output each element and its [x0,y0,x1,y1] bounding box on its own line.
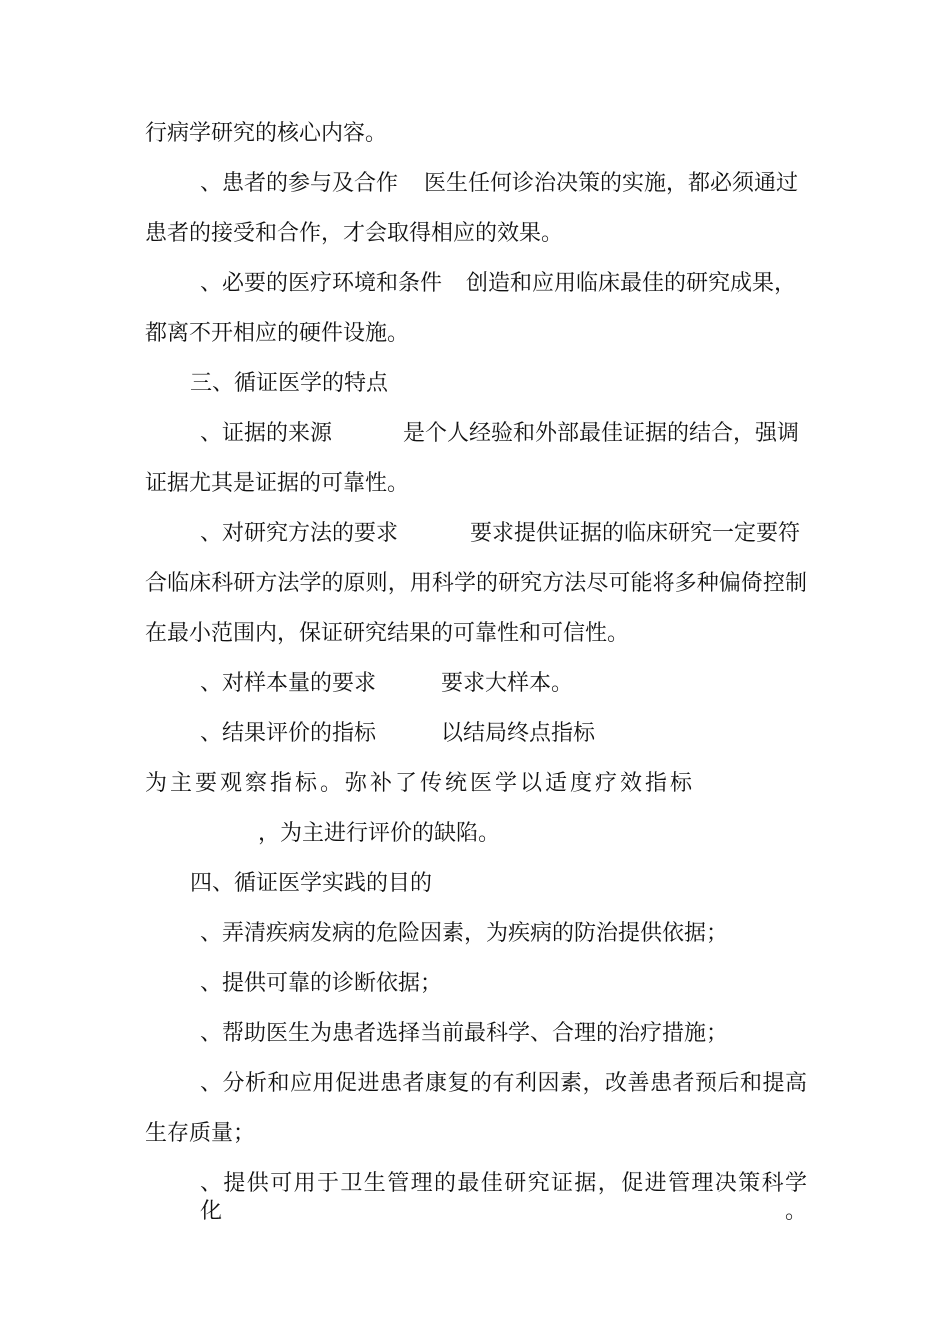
section-heading-4: 四、循证医学实践的目的 [190,871,433,896]
list-item-4: 、分析和应用促进患者康复的有利因素，改善患者预后和提高 [200,1071,807,1096]
text-line-3: 患者的接受和合作，才会取得相应的效果。 [145,221,564,246]
item-heading-medical-environment: 、必要的医疗环境和条件 [200,271,443,296]
list-item-3: 、帮助医生为患者选择当前最科学、合理的治疗措施； [200,1021,729,1046]
text-line-9-body: 要求提供证据的临床研究一定要符 [470,521,801,546]
section-heading-3: 三、循证医学的特点 [190,371,389,396]
text-line-5: 都离不开相应的硬件设施。 [145,321,410,346]
text-line-12-body: 要求大样本。 [441,671,574,696]
item-heading-evaluation-index: 、结果评价的指标 [200,721,377,746]
list-item-1: 、弄清疾病发病的危险因素，为疾病的防治提供依据； [200,921,729,946]
item-heading-sample-size: 、对样本量的要求 [200,671,377,696]
text-line-15: ，为主进行评价的缺陷。 [258,821,501,846]
item-heading-patient-participation: 、患者的参与及合作 [200,171,399,196]
text-line-2 [200,170,398,198]
text-line-21: 生存质量； [145,1121,256,1146]
text-line-4-body: 创造和应用临床最佳的研究成果， [466,271,797,296]
list-item-2: 、提供可靠的诊断依据； [200,971,443,996]
text-line-8: 证据尤其是证据的可靠性。 [145,471,410,496]
text-line-1: 行病学研究的核心内容。 [145,121,388,146]
list-item-5: 、提供可用于卫生管理的最佳研究证据，促进管理决策科学化。 [200,1171,807,1224]
item-heading-evidence-source: 、证据的来源 [200,421,333,446]
text-line-11: 在最小范围内，保证研究结果的可靠性和可信性。 [145,621,630,646]
text-line-7-body: 是个人经验和外部最佳证据的结合，强调 [403,421,800,446]
text-line-14: 为主要观察指标。弥补了传统医学以适度疗效指标 [145,771,696,796]
text-line-2-body: 医生任何诊治决策的实施，都必须通过 [424,171,799,196]
text-line-10: 合临床科研方法学的原则，用科学的研究方法尽可能将多种偏倚控制 [145,571,807,596]
text-line-13-body: 以结局终点指标 [441,721,596,746]
item-heading-research-method: 、对研究方法的要求 [200,521,399,546]
